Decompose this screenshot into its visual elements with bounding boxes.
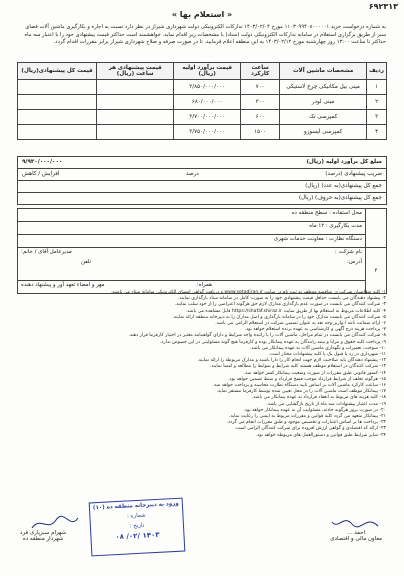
term-item: ۲۳- ارائه کد اقتصادی و گواهی ارزش افزوده برای شرکت کنندگان الزامی است. — [234, 426, 386, 432]
cell: ۳/۸۵۰/۰۰۰/۰۰۰ — [174, 80, 241, 95]
table-row — [18, 125, 387, 140]
term-item: ۱۷- پیمانکار موظف است ماشین آلات را در محل تعیین شده توسط کارفرما مستقر نماید. — [216, 389, 386, 395]
term-item: ۱۱- شهرداری در رد یا قبول یک یا کلیه پیشنهادات مختار است. — [268, 352, 386, 358]
term-item: ۲- پیشنهاد دهندگان می بایست حداقل قیمت پیشنهادی خود را به صورت کامل در سامانه ستاد بارگذاری نمایند. — [177, 296, 386, 302]
total-words-row — [17, 193, 387, 205]
cell: ۳/۷۵۰/۰۰۰/۰۰۰ — [174, 125, 241, 140]
cell — [18, 110, 97, 125]
term-item: ۲۰- در صورت بروز هرگونه حادثه، مسئولیت آن به عهده پیمانکار خواهد بود. — [243, 407, 386, 413]
cell — [18, 80, 97, 95]
stamp-heading: ورود به دبیرخانه منطقه ده (۱۰) — [92, 500, 179, 512]
col-header: قیمت برآورد اولیه (ریال) — [174, 63, 241, 80]
term-item: ۶- ارائه ضمانت نامه / واریز وجه نقد به عنوان تضمین شرکت در استعلام الزامی می باشد. — [215, 321, 386, 327]
term-item: ۱- کلیه متقاضیان شرکت در مناقصه موظف به ثبت نام در سایت www.setadiran.ir و دریافت گواهی امضای الکترونیکی سامانه ستاد می باشند. — [110, 290, 386, 295]
term-item: ۹- پرداخت کلیه حقوق و مزایا و بیمه رانندگان به عهده پیمانکار بوده و کارفرما هیچ گونه مسئولیتی در این خصوص ندارد. — [159, 339, 386, 345]
total-value: ۹/۹۳۰/۰۰۰/۰۰۰ — [22, 159, 63, 165]
cell: ۳ — [367, 110, 387, 125]
summary-block — [17, 156, 387, 205]
signature-label: مهر و امضاء تعهد آور و پیشنهاد دهنده — [21, 282, 105, 288]
col-header: ساعت کارکرد — [241, 63, 280, 80]
total-words-label: جمع کل پیشنهادی(به حروف) (ریال) — [298, 195, 382, 201]
info-row — [18, 222, 387, 235]
info-supervisor: دستگاه نظارت : معاونت خدمات شهری — [18, 235, 366, 248]
stamp-date: ۱۴۰۳ /۰۲/ ۰۸ — [115, 530, 160, 542]
coefficient-note: افزایش / کاهش — [22, 171, 60, 177]
mayor-role: شهردار منطقه ده — [22, 536, 64, 542]
machinery-table — [17, 62, 387, 140]
cell: ۶۸۰/۰۰۰/۰۰۰ — [174, 95, 241, 110]
cell — [97, 125, 174, 140]
term-item: ۱۵- هرگونه تخلف از شرایط قرارداد موجب فسخ قرارداد و ضبط تضمین خواهد بود. — [228, 376, 386, 382]
table-row — [18, 110, 387, 125]
cell: ۱۵۰۰ — [241, 125, 280, 140]
coefficient-label: ضریب پیشنهادی (درصد) — [325, 171, 382, 177]
term-item: ۵- شرکت کنندگان می بایست مدارک خود را در سامانه بارگذاری و اصل مدارک را به دبیرخانه منطقه ارائه نمایند. — [172, 314, 386, 320]
cell: ۴ — [367, 125, 387, 140]
cell: کمپرسی تک — [280, 110, 367, 125]
signature-scribble-icon — [30, 514, 80, 534]
table-row — [18, 95, 387, 110]
cell: کمپرسی ایسوزو — [280, 125, 367, 140]
signature-scribble-icon — [330, 512, 380, 532]
term-item: ۱۶- ساعت کارکرد ماشین آلات بر اساس تایید دستگاه نظارت محاسبه و پرداخت خواهد شد. — [212, 383, 386, 389]
registry-stamp — [89, 498, 186, 557]
col-header: ردیف — [367, 63, 387, 80]
total-number-row — [17, 181, 387, 193]
document-title: « استعلام بها » — [171, 10, 233, 19]
term-item: ۱۲- پیشنهاد دهندگان باید صلاحیت لازم جهت انجام کار را دارا باشند و مدارک مربوطه را ارائه نمایند. — [197, 358, 386, 364]
total-row — [17, 156, 387, 169]
term-item: ۲۴- سایر شرایط طبق قوانین و دستورالعمل های مربوطه خواهد بود. — [255, 432, 386, 438]
cell — [97, 95, 174, 110]
stamp-date-label: تاریخ : — [129, 522, 145, 530]
col-header: قیمت پیشنهادی هر ساعت (ریال) — [97, 63, 174, 80]
term-item: ۲۱- پیمانکار متعهد می گردد کلیه قوانین و مقررات مربوط به ایمنی را رعایت نماید. — [229, 414, 386, 420]
document-number: ۶۹۲۳۱۳ — [368, 2, 398, 11]
term-item: ۳- شرکت کنندگان می بایست در صورت عدم بارگذاری مدارک لازم حق هرگونه اعتراضی را از خود سلب نمایند. — [174, 302, 386, 308]
mobile-label: همراه: — [196, 282, 212, 288]
table-header-row — [18, 63, 387, 80]
term-item: ۱۰- سوخت، تعمیرات و نگهداری ماشین آلات به عهده پیمانکار می باشد. — [249, 345, 386, 351]
stamp-number-label: شماره : — [126, 512, 146, 520]
cell: ۳۰۰ — [241, 95, 280, 110]
cell: مینی لودر — [280, 95, 367, 110]
info-row: ۴ نام شرکت : مدیرعامل آقای / خانم: آدرس: تلفن — [18, 248, 387, 281]
cell: ۲ — [367, 95, 387, 110]
term-item: ۷- پرداخت هزینه درج آگهی و کارشناسی به عهده برنده استعلام خواهد بود. — [244, 327, 386, 333]
cell: مینی بیل مکانیکی چرخ لاستیکی — [280, 80, 367, 95]
col-header: مشخصات ماشین آلات — [280, 63, 367, 80]
info-row — [18, 209, 387, 222]
term-item: ۱۴- کسور قانونی طبق مقررات از صورت وضعیت پیمانکار کسر خواهد شد. — [243, 370, 386, 376]
cell: ۳/۷۰۰/۰۰۰/۰۰۰ — [174, 110, 241, 125]
cell: ۱ — [367, 80, 387, 95]
mayor-name: شهرام سبزپاری فرد — [20, 530, 67, 536]
deputy-name: احمد ... — [347, 530, 366, 536]
intro-paragraph: به شماره درخواست خرید ۱۱۰۳۰۹۹۴۰۸۰۰۰۰۰۱ مورخ ۱۴۰۳/۰۲/۰۴ تدارکات الکترونیکی دولت شهرداری شیراز در نظر دارد نسبت به اجاره و بکارگیری ماشین آلات فضای سبز از طریق برگزاری استعلام در سامانه تدارکات الکترونیکی دولت (ستاد) با مشخصات زیر اقدام نماید. خواهشمند است حداکثر قیمت پیشنهادی خود را با اعتبار سه ماه حداکثر تا ساعت ۱۳:۰۰ روز چهارشنبه مورخ ۱۴۰۳/۰۲/۱۲ به این منطقه اعلام فرمایید. تا در صورت صرفه و صلاح شهرداری شیراز برابر مقررات اقدام گردد. — [24, 24, 386, 46]
info-row — [18, 235, 387, 248]
term-item: ۱۸- کلیه هزینه های مربوط به انعقاد قرارداد به عهده پیمانکار می باشد. — [251, 395, 386, 401]
col-header: قیمت کل پیشنهادی(ریال) — [18, 63, 97, 80]
info-location: محل استفاده : سطح منطقه ده — [18, 209, 366, 222]
table-row — [18, 80, 387, 95]
cell: ۷۰۰ — [241, 80, 280, 95]
term-item: ۱۳- شرکت کنندگان در استعلام موظف هستند کلیه شرایط و ضوابط را مطالعه و امضا نمایند. — [209, 364, 386, 370]
info-duration: مدت بکارگیری : ۱۲ ماه — [18, 222, 366, 235]
term-item: ۸- شرکت کنندگان می بایست در تمام مراحل، ماشین آلات را با راننده واجد شرایط و دارای گواهینامه معتبر در اختیار کارفرما قرار دهند. — [128, 333, 386, 339]
coefficient-percent: درصد — [185, 171, 199, 177]
total-number-label: جمع کل پیشنهادی(به عدد) (ریال) — [305, 183, 382, 189]
coefficient-row — [17, 169, 387, 181]
deputy-role: معاون مالی و اقتصادی — [330, 536, 382, 542]
address-label: آدرس: — [347, 259, 362, 265]
company-name-label: نام شرکت : — [334, 249, 362, 255]
term-item: ۲۲- پرداخت ها بر اساس اعتبارات و تخصیص موجود و طبق مقررات انجام می گردد. — [226, 420, 386, 426]
phone-label: تلفن — [81, 259, 92, 265]
terms-list — [16, 290, 386, 439]
cell — [97, 110, 174, 125]
cell — [97, 80, 174, 95]
term-item: ۱۹- مدت اعتبار پیشنهادات سه ماه از تاریخ بازگشایی می باشد. — [266, 401, 386, 407]
total-label: مبلغ کل برآورد اولیه (ریال) — [306, 159, 382, 165]
cell — [18, 95, 97, 110]
info-table — [17, 208, 387, 294]
cell: ۶۰۰ — [241, 110, 280, 125]
cell — [18, 125, 97, 140]
deputy-signature-block — [330, 530, 382, 542]
ceo-label: مدیرعامل آقای / خانم: — [21, 249, 72, 255]
term-item: ۴- کلیه اطلاعات مربوط به استعلام بها از طریق سایت https://shafaf.shiraz.ir قابل مشاهده می باشد. — [185, 308, 386, 314]
mayor-signature-block — [20, 530, 66, 542]
